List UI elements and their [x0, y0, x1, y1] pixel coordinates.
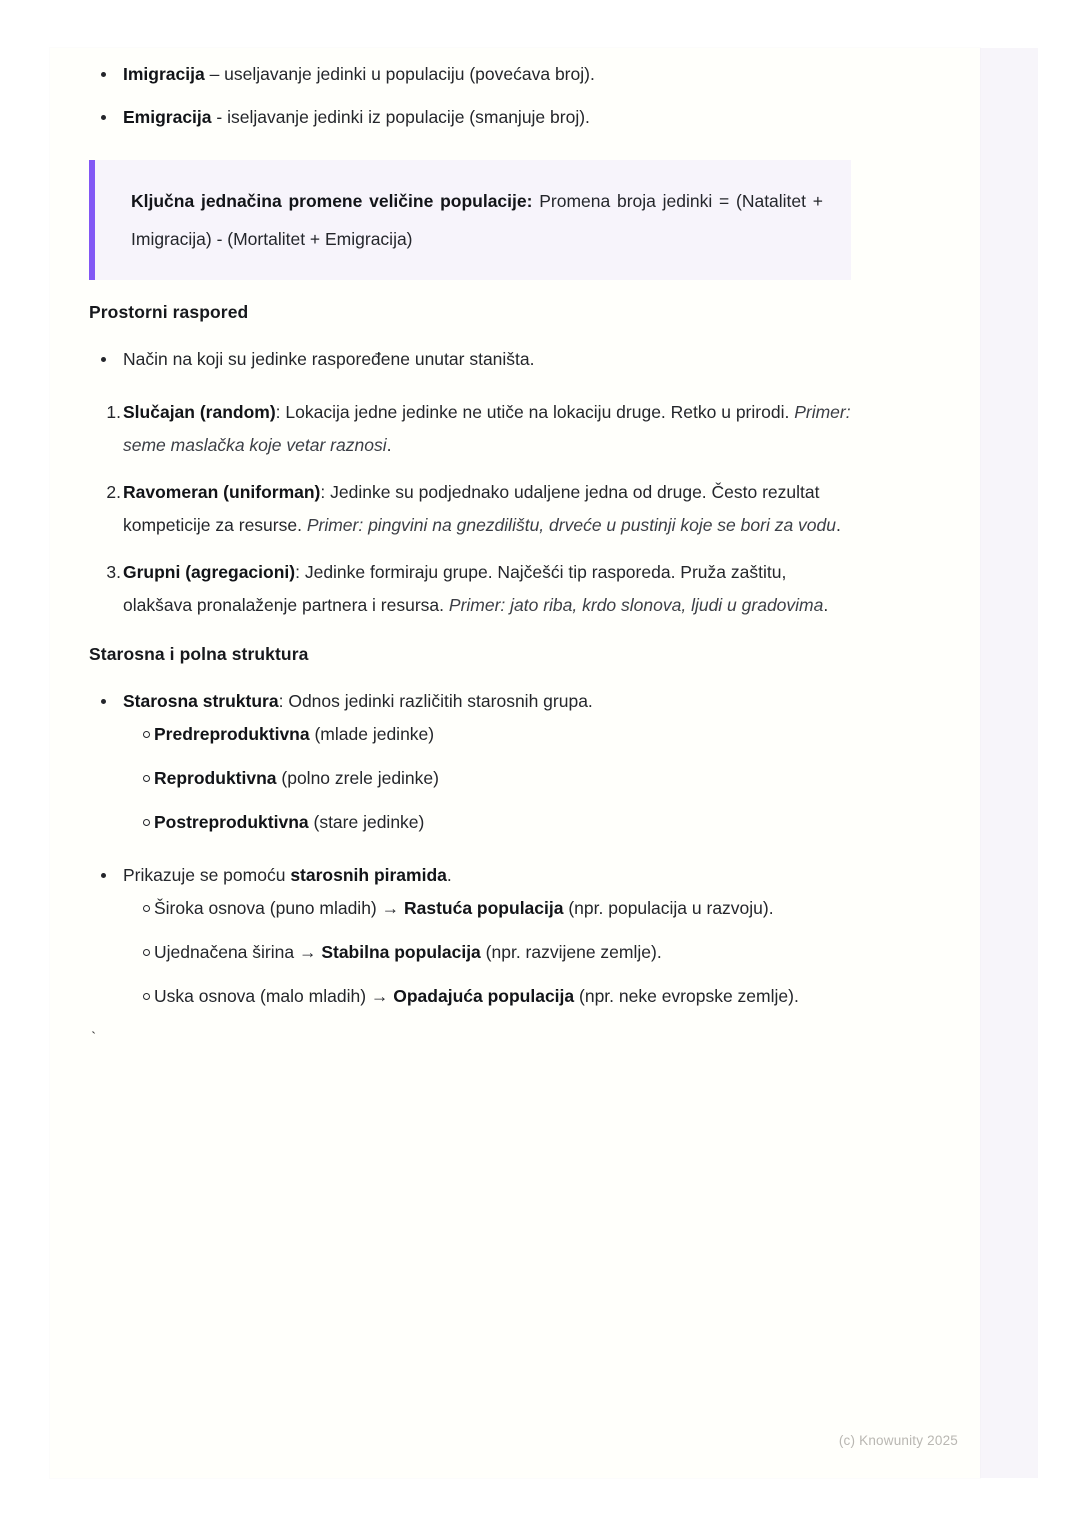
- piramide-lead-tail: .: [446, 865, 452, 885]
- term-rastuca-populacija: Rastuća populacija: [403, 898, 564, 918]
- list-number: 3.: [106, 562, 121, 582]
- list-item: [89, 396, 851, 462]
- starosna-struktura-sublist: [89, 718, 851, 839]
- term-stabilna-populacija: Stabilna populacija: [321, 942, 481, 962]
- opadajuca-prefix: Uska osnova (malo mladih) →: [154, 986, 394, 1006]
- list-number: 2.: [106, 482, 121, 502]
- stabilna-tail: (npr. razvijene zemlje).: [480, 942, 662, 962]
- term-ravomeran: Ravomeran (uniforman): [123, 482, 321, 502]
- callout-body: Promena broja jedinki = (Natalitet + Imigracija) - (Mortalitet + Emigracija): [131, 191, 823, 249]
- term-predreproduktivna-description: (mlade jedinke): [309, 724, 435, 744]
- term-imigracija: Imigracija: [123, 64, 205, 84]
- term-imigracija-description: – useljavanje jedinki u populaciju (povećava broj).: [204, 64, 595, 84]
- term-ravomeran-example: Primer: pingvini na gnezdilištu, drveće u pustinji koje se bori za vodu: [306, 515, 836, 535]
- term-slucajan-example: Primer: seme maslačka koje vetar raznosi: [123, 402, 851, 455]
- piramide-list: [89, 859, 851, 892]
- next-page-sheet: [972, 48, 1038, 1478]
- copyright-footer: (c) Knowunity 2025: [838, 1433, 958, 1448]
- raspored-numbered-list: [89, 396, 851, 622]
- section-heading-starosna-polna-struktura: Starosna i polna struktura: [89, 644, 309, 664]
- term-grupni-description: : Jedinke formiraju grupe. Najčešći tip rasporeda. Pruža zaštitu, olakšava pronalaženje partnera i resursa.: [123, 562, 787, 615]
- lead-bullet-text: Način na koji su jedinke raspoređene unutar staništa.: [123, 349, 535, 369]
- term-reproduktivna-description: (polno zrele jedinke): [276, 768, 439, 788]
- term-postreproduktivna: Postreproduktivna: [154, 812, 309, 832]
- term-grupni-example: Primer: jato riba, krdo slonova, ljudi u gradovima: [448, 595, 824, 615]
- list-item: [89, 806, 851, 839]
- piramide-lead-prefix: Prikazuje se pomoću: [123, 865, 291, 885]
- term-grupni: Grupni (agregacioni): [123, 562, 296, 582]
- term-slucajan-tail: .: [386, 435, 392, 455]
- list-item: [89, 58, 851, 91]
- list-item: [89, 556, 851, 622]
- section-heading-prostorni-raspored: Prostorni raspored: [89, 302, 249, 322]
- list-item: [89, 892, 851, 925]
- term-ravomeran-description: : Jedinke su podjednako udaljene jedna od druge. Često rezultat kompeticije za resurse.: [123, 482, 820, 535]
- list-item: [89, 101, 851, 134]
- prostorni-lead-list: [89, 343, 851, 376]
- callout-paragraph: [131, 182, 823, 258]
- term-postreproduktivna-description: (stare jedinke): [308, 812, 425, 832]
- term-reproduktivna: Reproduktivna: [154, 768, 277, 788]
- term-slucajan-description: : Lokacija jedne jedinke ne utiče na lokaciju druge. Retko u prirodi.: [275, 402, 795, 422]
- list-item: [89, 762, 851, 795]
- stray-backtick: `: [89, 1030, 99, 1047]
- list-number: 1.: [106, 402, 121, 422]
- term-emigracija: Emigracija: [123, 107, 212, 127]
- term-starosnih-piramida: starosnih piramida: [290, 865, 447, 885]
- rastuca-prefix: Široka osnova (puno mladih) →: [154, 898, 404, 918]
- list-item: [89, 343, 851, 376]
- intro-bullet-list: [89, 58, 851, 134]
- term-starosna-struktura-description: : Odnos jedinki različitih starosnih grupa.: [278, 691, 593, 711]
- term-ravomeran-tail: .: [836, 515, 841, 535]
- document-content: [89, 48, 851, 1049]
- piramide-sublist: [89, 892, 851, 1013]
- list-item: [89, 685, 851, 718]
- term-opadajuca-populacija: Opadajuća populacija: [393, 986, 575, 1006]
- term-starosna-struktura: Starosna struktura: [123, 691, 279, 711]
- term-slucajan: Slučajan (random): [123, 402, 276, 422]
- callout-label: Ključna jednačina promene veličine populacije:: [131, 191, 533, 211]
- list-item: [89, 936, 851, 969]
- list-item: [89, 859, 851, 892]
- key-equation-callout: [89, 160, 851, 280]
- list-item: [89, 476, 851, 542]
- document-page: [50, 48, 980, 1478]
- term-emigracija-description: - iseljavanje jedinki iz populacije (smanjuje broj).: [211, 107, 590, 127]
- stabilna-prefix: Ujednačena širina →: [154, 942, 322, 962]
- term-grupni-tail: .: [823, 595, 829, 615]
- rastuca-tail: (npr. populacija u razvoju).: [563, 898, 774, 918]
- opadajuca-tail: (npr. neke evropske zemlje).: [574, 986, 799, 1006]
- term-predreproduktivna: Predreproduktivna: [154, 724, 310, 744]
- list-item: [89, 980, 851, 1013]
- starosna-struktura-list: [89, 685, 851, 718]
- list-item: [89, 718, 851, 751]
